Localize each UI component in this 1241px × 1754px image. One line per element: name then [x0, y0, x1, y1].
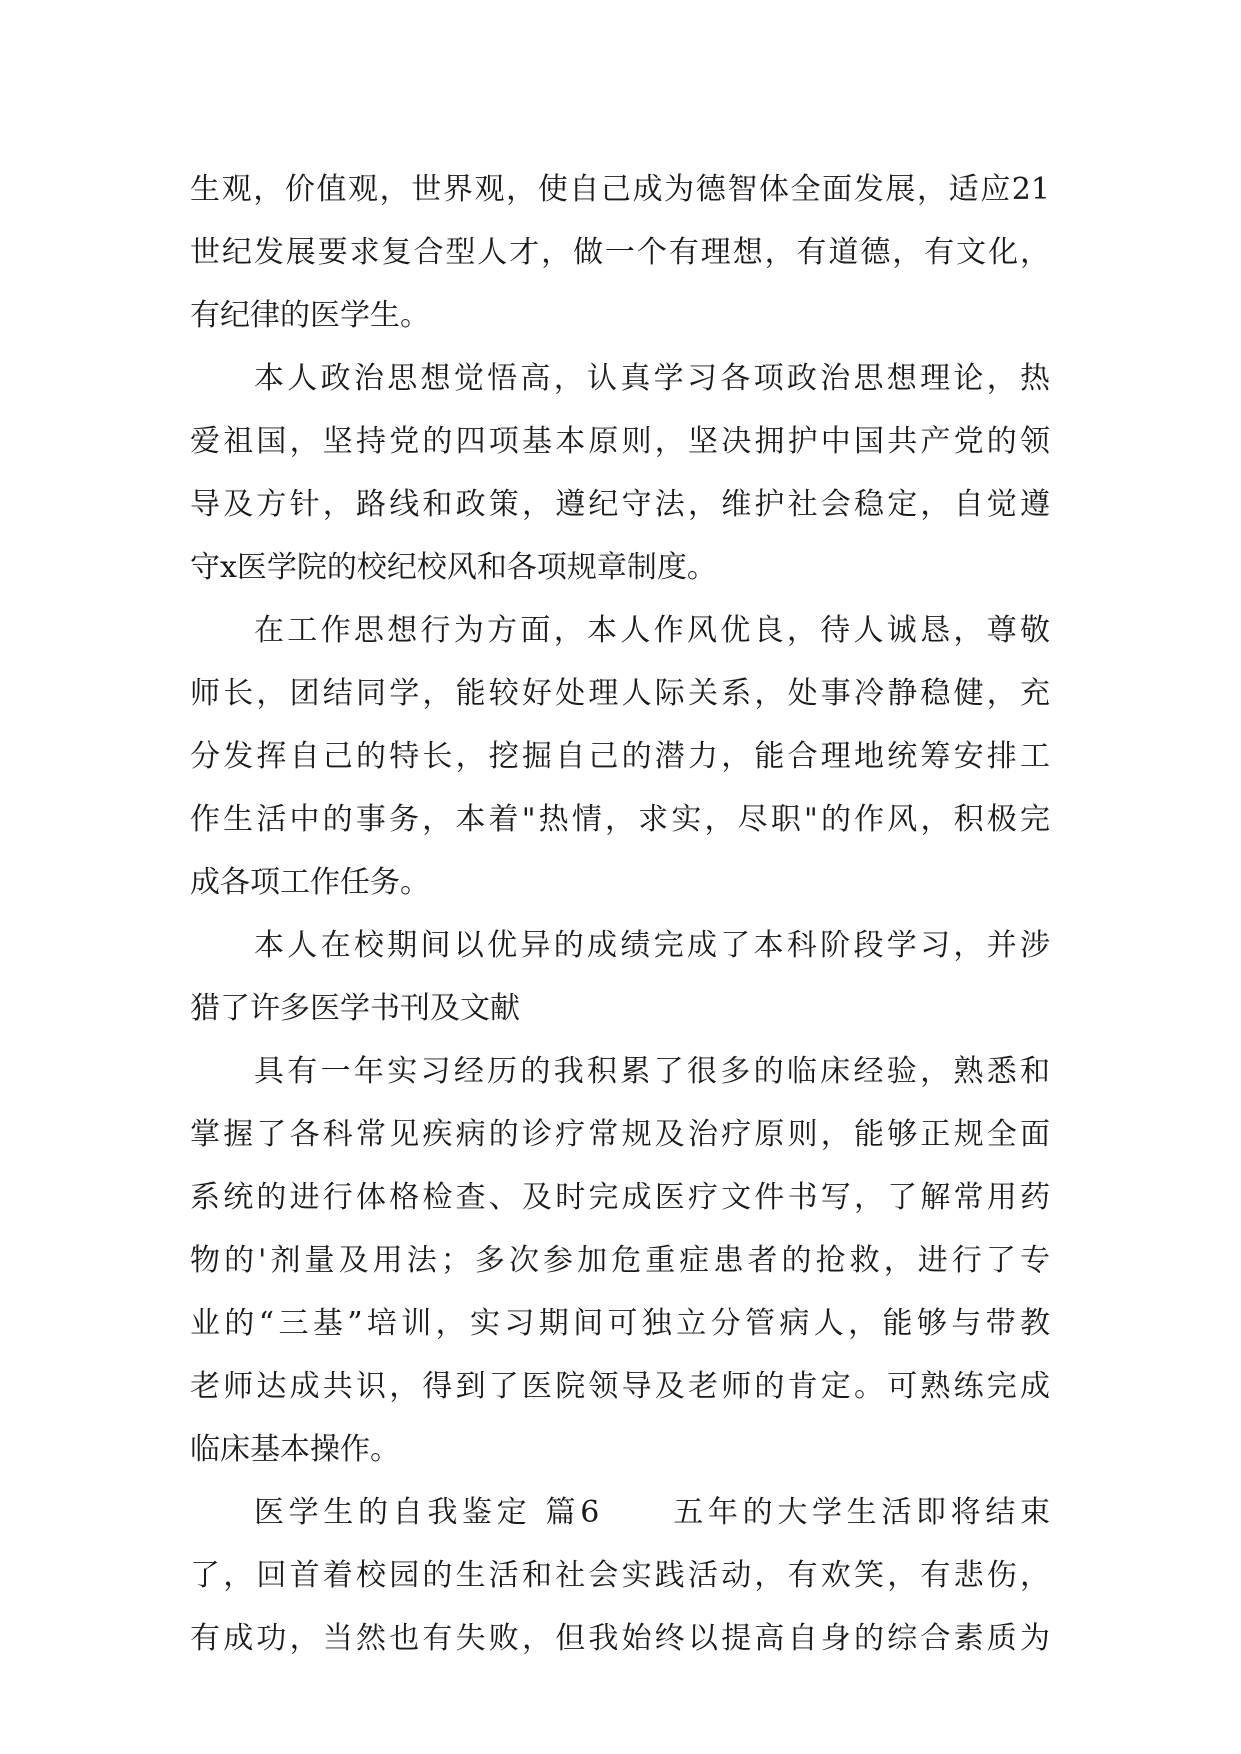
text-line: 医学生的自我鉴定 篇6 五年的大学生活即将结束: [254, 1495, 1050, 1530]
text-line: 物的'剂量及用法；多次参加危重症患者的抢救，进行了专: [190, 1243, 1050, 1278]
text-line: 师长，团结同学，能较好处理人际关系，处事冷静稳健，充: [190, 676, 1050, 711]
text-line: 临床基本操作。: [190, 1432, 400, 1467]
text-line: 本人政治思想觉悟高，认真学习各项政治思想理论，热: [254, 361, 1050, 396]
text-line: 作生活中的事务，本着"热情，求实，尽职"的作风，积极完: [190, 802, 1050, 837]
text-line: 系统的进行体格检查、及时完成医疗文件书写，了解常用药: [190, 1180, 1050, 1215]
text-line: 掌握了各科常见疾病的诊疗常规及治疗原则，能够正规全面: [190, 1117, 1050, 1152]
text-line: 有纪律的医学生。: [190, 298, 430, 333]
text-line: 分发挥自己的特长，挖掘自己的潜力，能合理地统筹安排工: [190, 739, 1050, 774]
document-body: [190, 158, 1050, 1670]
text-line: 守x医学院的校纪校风和各项规章制度。: [190, 550, 717, 585]
text-line: 业的“三基”培训，实习期间可独立分管病人，能够与带教: [190, 1306, 1050, 1341]
text-line: 生观，价值观，世界观，使自己成为德智体全面发展，适应21: [190, 172, 1050, 207]
text-line: 有成功，当然也有失败，但我始终以提高自身的综合素质为: [190, 1621, 1050, 1656]
text-line: 了，回首着校园的生活和社会实践活动，有欢笑，有悲伤，: [190, 1558, 1050, 1593]
text-line: 猎了许多医学书刊及文献: [190, 991, 520, 1026]
text-line: 导及方针，路线和政策，遵纪守法，维护社会稳定，自觉遵: [190, 487, 1050, 522]
text-line: 老师达成共识，得到了医院领导及老师的肯定。可熟练完成: [190, 1369, 1050, 1404]
text-line: 在工作思想行为方面，本人作风优良，待人诚恳，尊敬: [254, 613, 1050, 648]
text-line: 爱祖国，坚持党的四项基本原则，坚决拥护中国共产党的领: [190, 424, 1050, 459]
text-line: 成各项工作任务。: [190, 865, 430, 900]
text-line: 本人在校期间以优异的成绩完成了本科阶段学习，并涉: [254, 928, 1050, 963]
text-line: 世纪发展要求复合型人才，做一个有理想，有道德，有文化，: [190, 235, 1050, 270]
text-line: 具有一年实习经历的我积累了很多的临床经验，熟悉和: [254, 1054, 1050, 1089]
